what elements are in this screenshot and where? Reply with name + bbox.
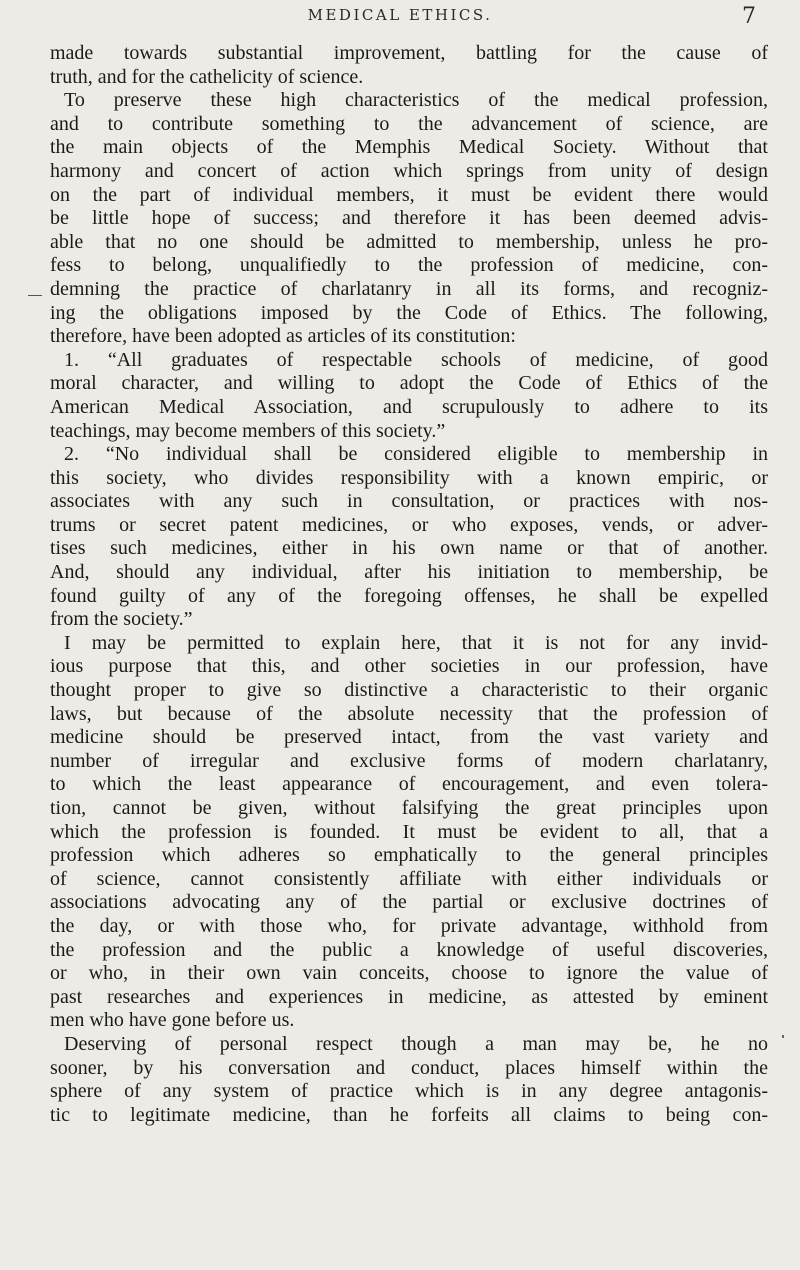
text-line: ing the obligations imposed by the Code of Ethics. The following, [50, 301, 768, 324]
text-line: of science, cannot consistently affiliate with either individuals or [50, 867, 768, 890]
text-line: Deserving of personal respect though a man may be, he no [64, 1032, 768, 1055]
text-line: sphere of any system of practice which is in any degree antagonis- [50, 1080, 768, 1103]
text-line: or who, in their own vain conceits, choose to ignore the value of [50, 962, 768, 985]
text-line: from the society.” [50, 608, 193, 631]
text-line: this society, who divides responsibility with a known empiric, or [50, 466, 768, 489]
text-line: the day, or with those who, for private advantage, withhold from [50, 914, 768, 937]
text-line: number of irregular and exclusive forms of modern charlatanry, [50, 749, 768, 772]
text-line: I may be permitted to explain here, that it is not for any invid- [64, 631, 768, 654]
text-line: moral character, and willing to adopt the Code of Ethics of the [50, 372, 768, 395]
margin-mark [28, 295, 42, 296]
text-line: profession which adheres so emphatically to the general principles [50, 844, 768, 867]
text-line: associations advocating any of the partial or exclusive doctrines of [50, 891, 768, 914]
text-line: 1. “All graduates of respectable schools of medicine, of good [64, 348, 768, 371]
text-line: and to contribute something to the advancement of science, are [50, 112, 768, 135]
text-line: found guilty of any of the foregoing offenses, he shall be expelled [50, 584, 768, 607]
text-line: past researches and experiences in medicine, as attested by eminent [50, 985, 768, 1008]
text-line: thought proper to give so distinctive a characteristic to their organic [50, 679, 768, 702]
text-line: demning the practice of charlatanry in all its forms, and recogniz- [50, 277, 768, 300]
text-line: 2. “No individual shall be considered eligible to membership in [64, 443, 768, 466]
text-line: tic to legitimate medicine, than he forfeits all claims to being con- [50, 1103, 768, 1126]
running-title: MEDICAL ETHICS. [307, 6, 493, 24]
text-line: the main objects of the Memphis Medical Society. Without that [50, 136, 768, 159]
text-line: teachings, may become members of this society.” [50, 419, 446, 442]
text-line: on the part of individual members, it must be evident there would [50, 183, 768, 206]
body-text [50, 42, 768, 1127]
text-line: To preserve these high characteristics of the medical profession, [64, 89, 768, 112]
text-line: which the profession is founded. It must be evident to all, that a [50, 820, 768, 843]
text-line: therefore, have been adopted as articles of its constitution: [50, 325, 516, 348]
page-number: 7 [742, 4, 756, 29]
text-line: truth, and for the cathelicity of science. [50, 65, 364, 88]
text-line: ious purpose that this, and other societies in our profession, have [50, 655, 768, 678]
text-line: fess to belong, unqualifiedly to the profession of medicine, con- [50, 254, 768, 277]
text-line: the profession and the public a knowledge of useful discoveries, [50, 938, 768, 961]
text-line: laws, but because of the absolute necessity that the profession of [50, 702, 768, 725]
text-line: tion, cannot be given, without falsifying the great principles upon [50, 797, 768, 819]
text-line: to which the least appearance of encouragement, and even tolera- [50, 773, 768, 796]
text-line: made towards substantial improvement, battling for the cause of [50, 42, 768, 64]
text-line: medicine should be preserved intact, from the vast variety and [50, 726, 768, 749]
text-line: be little hope of success; and therefore it has been deemed advis- [50, 207, 768, 230]
text-line: able that no one should be admitted to membership, unless he pro- [50, 230, 768, 253]
text-line: harmony and concert of action which springs from unity of design [50, 159, 768, 182]
text-line: tises such medicines, either in his own name or that of another. [50, 537, 768, 560]
margin-dot [782, 1035, 784, 1038]
text-line: men who have gone before us. [50, 1009, 295, 1032]
text-line: And, should any individual, after his initiation to membership, be [50, 561, 768, 584]
text-line: trums or secret patent medicines, or who exposes, vends, or adver- [50, 513, 768, 536]
text-line: American Medical Association, and scrupulously to adhere to its [50, 395, 768, 418]
text-line: associates with any such in consultation, or practices with nos- [50, 490, 768, 513]
text-line: sooner, by his conversation and conduct, places himself within the [50, 1056, 768, 1079]
running-head [0, 6, 800, 30]
